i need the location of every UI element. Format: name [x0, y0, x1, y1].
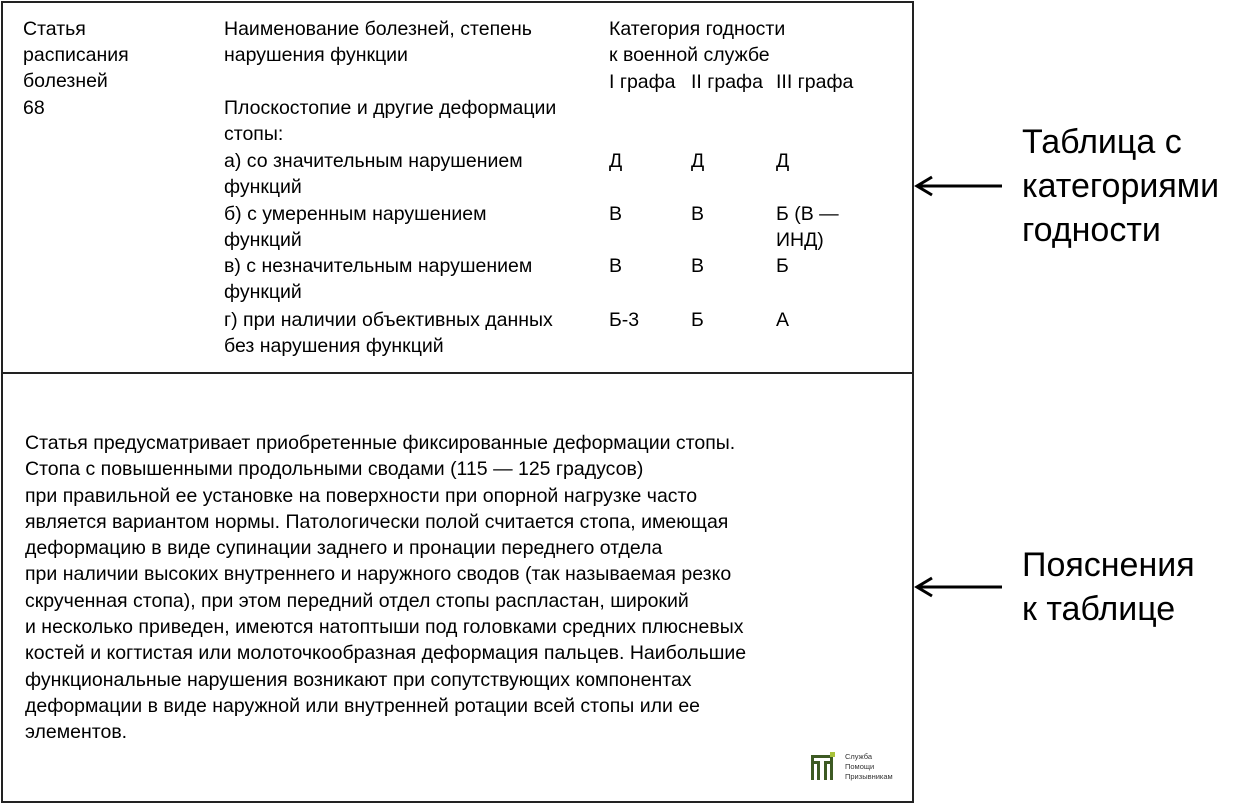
- header-name-line-2: нарушения функции: [224, 44, 408, 66]
- header-name-line-1: Наименование болезней, степень: [224, 18, 532, 40]
- row-label-c: [224, 253, 532, 305]
- explanation-line: костей и когтистая или молоточкообразная деформация пальцев. Наибольшие: [25, 642, 747, 665]
- explanation-line: элементов.: [25, 721, 128, 744]
- row-label-d: [224, 307, 553, 359]
- header-column-3: III графа: [776, 71, 854, 93]
- header-column-2: II графа: [691, 71, 763, 93]
- logo-mark-icon: [811, 752, 835, 780]
- explanation-line: деформацию в виде супинации заднего и пронации переднего отдела: [25, 537, 663, 560]
- document-frame: [1, 1, 914, 803]
- row-label-line: б) с умеренным нарушением: [224, 203, 487, 225]
- explanation-line: скрученная стопа), при этом передний отдел стопы распластан, широкий: [25, 589, 689, 612]
- logo-text: [845, 752, 893, 782]
- explanation-line: при правильной ее установке на поверхности при опорной нагрузке часто: [25, 484, 698, 507]
- header-article: [23, 16, 129, 94]
- logo-line: Служба: [845, 752, 873, 761]
- grade-line: Б: [776, 255, 789, 277]
- header-article-line-3: болезней: [23, 70, 108, 92]
- row-c-grade-2: В: [691, 255, 705, 277]
- explanation-line: Стопа с повышенными продольными сводами (115 — 125 градусов): [25, 458, 644, 481]
- row-d-grade-1: Б-3: [609, 309, 640, 331]
- header-column-1: I графа: [609, 71, 676, 93]
- row-label-line: а) со значительным нарушением: [224, 150, 523, 172]
- callout-line: годности: [1022, 211, 1161, 249]
- row-label-line: функций: [224, 229, 302, 251]
- header-category-line-2: к военной службе: [609, 44, 770, 66]
- row-c-grade-3: [776, 253, 789, 279]
- explanation-line: функциональные нарушения возникают при сопутствующих компонентах: [25, 668, 692, 691]
- grade-line: ИНД): [776, 229, 824, 251]
- row-d-grade-3: [776, 307, 789, 333]
- header-article-line-2: расписания: [23, 44, 129, 66]
- header-name: [224, 16, 532, 68]
- explanation-line: при наличии высоких внутреннего и наружного сводов (так называемая резко: [25, 563, 732, 586]
- row-label-b: [224, 201, 487, 253]
- row-label-line: функций: [224, 176, 302, 198]
- explanation-line: деформации в виде наружной или внутренней ротации всей стопы или ее: [25, 694, 701, 717]
- explanation-line: является вариантом нормы. Патологически полой считается стопа, имеющая: [25, 510, 729, 533]
- arrow-left-icon: [912, 174, 1004, 198]
- row-c-grade-1: В: [609, 255, 623, 277]
- row-label-line: функций: [224, 281, 302, 303]
- header-article-line-1: Статья: [23, 18, 86, 40]
- explanation-line: Статья предусматривает приобретенные фиксированные деформации стопы.: [25, 432, 736, 454]
- row-label-a: [224, 148, 523, 200]
- header-category-line-1: Категория годности: [609, 18, 786, 40]
- row-a-grade-3: [776, 148, 789, 174]
- logo-line: Призывникам: [845, 772, 893, 781]
- callout-line: категориями: [1022, 167, 1220, 205]
- row-label-line: без нарушения функций: [224, 335, 444, 357]
- row-b-grade-1: В: [609, 203, 623, 225]
- callout-line: Таблица с: [1022, 123, 1182, 161]
- row-b-grade-3: [776, 201, 839, 253]
- arrow-left-icon: [912, 575, 1004, 599]
- logo-line: Помощи: [845, 762, 875, 771]
- grade-line: А: [776, 309, 790, 331]
- row-a-grade-1: Д: [609, 150, 623, 172]
- row-label-line: г) при наличии объективных данных: [224, 309, 553, 331]
- explanation-paragraph: [25, 430, 895, 746]
- callout-line: к таблице: [1022, 590, 1176, 628]
- callout-line: Пояснения: [1022, 546, 1195, 584]
- row-b-grade-2: В: [691, 203, 705, 225]
- disease-title-line-1: Плоскостопие и другие деформации: [224, 97, 557, 119]
- row-label-line: в) с незначительным нарушением: [224, 255, 533, 277]
- grade-line: Б (В —: [776, 203, 839, 225]
- explanation-line: и несколько приведен, имеются натоптыши под головками средних плюсневых: [25, 616, 744, 639]
- header-category: [609, 16, 785, 68]
- callout-table: [1022, 120, 1219, 252]
- row-a-grade-2: Д: [691, 150, 705, 172]
- grade-line: Д: [776, 150, 790, 172]
- article-number: 68: [23, 97, 45, 119]
- callout-explanation: [1022, 543, 1195, 631]
- section-divider: [3, 372, 912, 374]
- logo: [811, 752, 901, 786]
- disease-title-line-2: стопы:: [224, 123, 284, 145]
- row-d-grade-2: Б: [691, 309, 704, 331]
- disease-title: [224, 95, 556, 147]
